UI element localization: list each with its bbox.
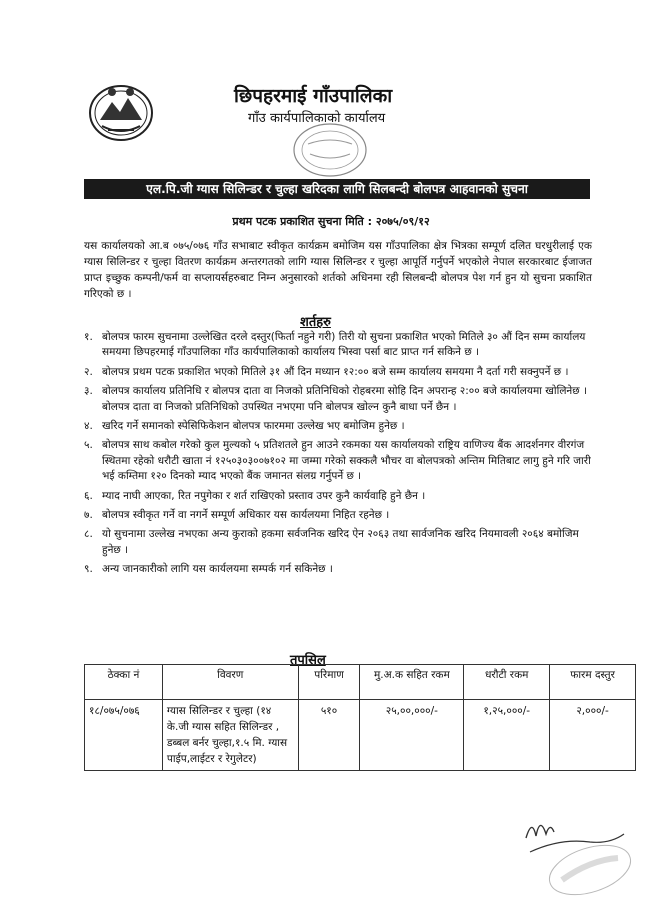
- table-cell: ५१०: [298, 700, 360, 771]
- term-text: खरिद गर्ने समानको स्पेसिफिकेशन बोलपत्र फारममा उल्लेख भए बमोजिम हुनेछ ।: [102, 420, 405, 433]
- term-number: ६.: [84, 489, 93, 502]
- published-date: प्रथम पटक प्रकाशित सुचना मिति : २०७५/०९/१२: [232, 215, 430, 228]
- term-number: २.: [84, 365, 93, 378]
- term-text: बोलपत्र कार्यालय प्रतिनिधि र बोलपत्र दाता वा निजको प्रतिनिधिको रोहबरमा सोहि दिन अपरान्ह २:०० बजे कार्यालयमा खोलिनेछ । बोलपत्र दाता वा निजको प्रतिनिधिको उपस्थित नभएमा पनि बोलपत्र खोल्न कुनै बाधा पर्ने छैन ।: [102, 385, 587, 413]
- intro-paragraph: यस कार्यालयको आ.ब ०७५/०७६ गाँउ सभाबाट स्वीकृत कार्यक्रम बमोजिम यस गाँउपालिका क्षेत्र भित्रका सम्पूर्ण दलित घरधुरीलाई एक ग्यास सिलिन्डर र चुल्हा वितरण कार्यक्रम अन्तरगतको लागि ग्यास सिलिन्डर र चुल्हा आपूर्ति गर्नुपर्ने भएकोले नेपाल सरकारबाट ईजाजत प्राप्त इच्छुक कम्पनी/फर्म वा सप्लायर्सहरुबाट निम्न अनुसारको शर्तको अधिनमा रही सिलबन्दी बोलपत्र पेश गर्न हुन यो सुचना प्रकाशित गरिएको छ ।: [84, 240, 592, 300]
- term-item: [84, 562, 594, 577]
- org-title: छिपहरमाई गाँउपालिका: [234, 85, 393, 107]
- table-cell: २५,००,०००/-: [360, 700, 464, 771]
- term-number: ७.: [84, 509, 93, 522]
- terms-list: [84, 330, 594, 582]
- column-header: ठेक्का नं: [85, 665, 163, 700]
- term-item: [84, 384, 594, 415]
- term-text: अन्य जानकारीको लागि यस कार्यलयमा सम्पर्क गर्न सकिनेछ ।: [102, 563, 333, 576]
- term-number: ५.: [84, 439, 93, 452]
- column-header: परिमाण: [298, 665, 360, 700]
- term-text: बोलपत्र स्वीकृत गर्ने वा नगर्ने सम्पूर्ण अधिकार यस कार्यलयमा निहित रहनेछ ।: [102, 509, 390, 522]
- term-item: [84, 527, 594, 558]
- term-item: [84, 365, 594, 380]
- term-item: [84, 508, 594, 523]
- table-cell: २,०००/-: [550, 700, 636, 771]
- term-number: ८.: [84, 528, 93, 541]
- notice-title-banner: एल.पि.जी ग्यास सिलिन्डर र चुल्हा खरिदका लागि सिलबन्दी बोलपत्र आहवानको सुचना: [84, 179, 590, 199]
- term-text: यो सुचनामा उल्लेख नभएका अन्य कुराको हकमा सर्वजनिक खरिद ऐन २०६३ तथा सार्वजनिक खरिद नियमावली २०६४ बमोजिम हुनेछ ।: [102, 528, 579, 556]
- terms-heading: शर्तहरु: [300, 315, 331, 330]
- term-number: १.: [84, 331, 93, 343]
- table-cell: १,२५,०००/-: [464, 700, 550, 771]
- term-item: [84, 419, 594, 434]
- column-header: धरौटी रकम: [464, 665, 550, 700]
- term-text: बोलपत्र फारम सुचनामा उल्लेखित दरले दस्तुर(फिर्ता नहुने गरी) तिरी यो सुचना प्रकाशित भएको मितिले ३० औं दिन सम्म कार्यालय समयमा छिपहरमाई गाँउपालिका गाँउ कार्यपालिकाको कार्यालय भिस्वा पर्सा बाट प्राप्त गर्न सकिने छ ।: [102, 331, 586, 359]
- term-text: बोलपत्र प्रथम पटक प्रकाशित भएको मितिले ३१ औं दिन मध्यान १२:०० बजे सम्म कार्यालय समयमा नै दर्ता गरी सक्नुपर्ने छ ।: [102, 365, 569, 378]
- term-number: ४.: [84, 420, 93, 433]
- signature-and-seal: [520, 808, 640, 898]
- term-item: [84, 489, 594, 504]
- term-number: ३.: [84, 385, 93, 398]
- column-header: मु.अ.क सहित रकम: [360, 665, 464, 700]
- schedule-heading: तपसिल: [290, 653, 326, 668]
- table-cell: १८/०७५/०७६: [85, 700, 163, 771]
- schedule-table: [84, 664, 636, 771]
- term-item: [84, 330, 594, 361]
- nepal-emblem-logo: [88, 80, 154, 142]
- term-text: म्याद नाघी आएका, रित नपुगेका र शर्त राखिएको प्रस्ताव उपर कुनै कार्यवाहि हुने छैन ।: [102, 489, 426, 502]
- office-stamp: [290, 120, 370, 180]
- org-subtitle: गाँउ कार्यपालिकाको कार्यालय: [248, 111, 386, 126]
- table-cell: ग्यास सिलिन्डर र चुल्हा (१४ के.जी ग्यास सहित सिलिन्डर , डब्बल बर्नर चुल्हा,१.५ मि. ग्यास पाईप,लाईटर र रेगुलेटर): [162, 700, 298, 771]
- column-header: विवरण: [162, 665, 298, 700]
- term-item: [84, 438, 594, 484]
- table-row: [85, 700, 636, 771]
- term-text: बोलपत्र साथ कबोल गरेको कुल मुल्यको ५ प्रतिशतले हुन आउने रकमका यस कार्यालयको राष्ट्रिय वाणिज्य बैंक आदर्शनगर वीरगंज स्थितमा रहेको धरौटी खाता नं १२५०३०३००७१०२ मा जम्मा गरेको सक्कलै भौचर वा बोलपत्रको अन्तिम मितिबाट लागु हुने गरि जारी भई कम्तिमा १२० दिनको म्याद भएको बैंक जमानत संलग्र गर्नुपर्ने छ ।: [102, 439, 591, 483]
- column-header: फारम दस्तुर: [550, 665, 636, 700]
- term-number: ९.: [84, 563, 93, 576]
- table-header-row: [85, 665, 636, 700]
